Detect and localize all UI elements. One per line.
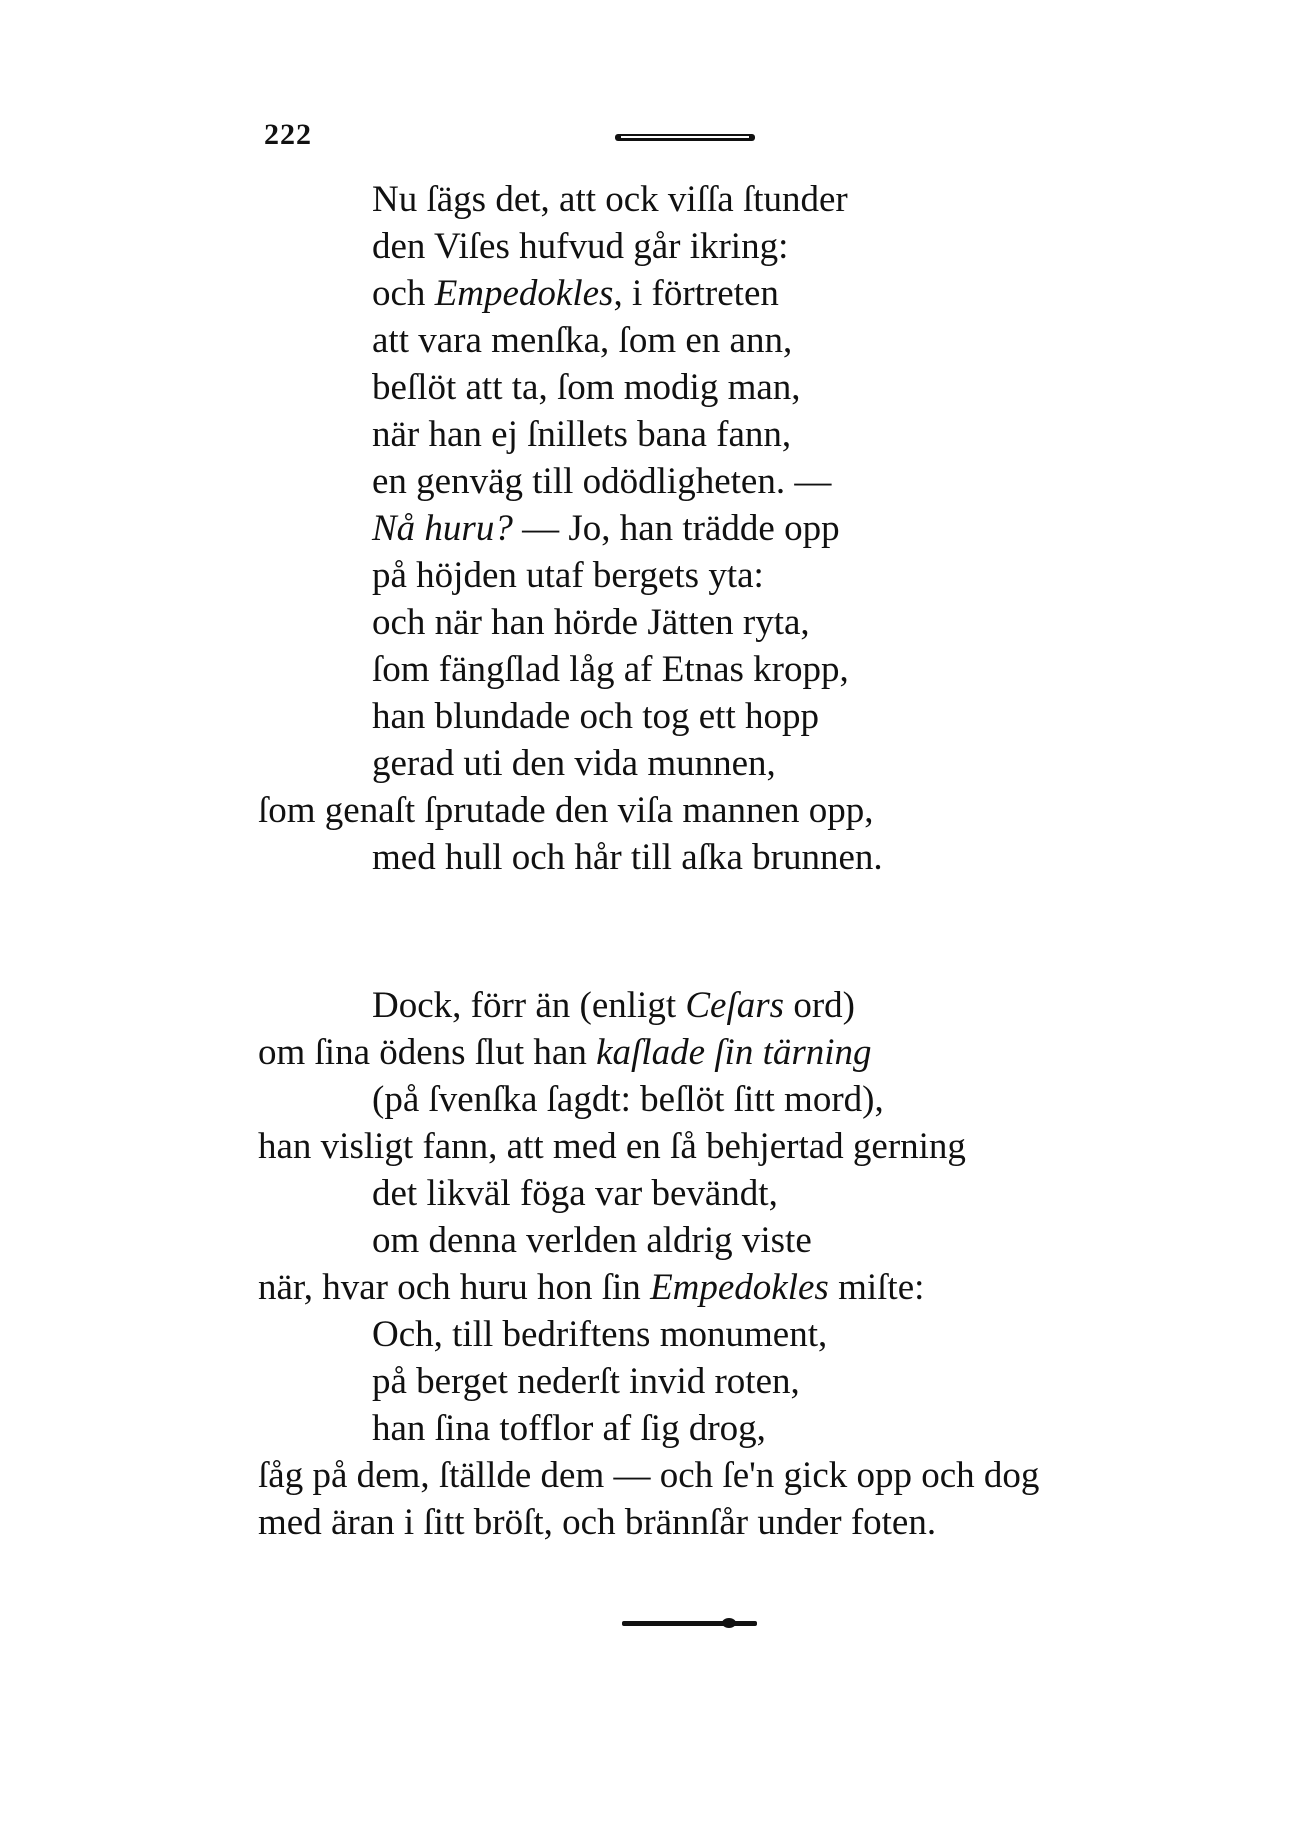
- line-text: om ſina ödens ſlut han: [258, 1032, 597, 1073]
- page-number: 222: [264, 118, 312, 151]
- line-text: , i förtreten: [613, 273, 779, 314]
- italic-phrase: kaſlade ſin tärning: [596, 1032, 872, 1073]
- line-text: när, hvar och huru hon ſin: [258, 1267, 651, 1308]
- poem-line: med hull och hår till aſka brunnen.: [372, 837, 883, 878]
- poem-line: ſom genaſt ſprutade den viſa mannen opp,: [258, 790, 874, 831]
- italic-phrase: Empedokles: [650, 1267, 829, 1308]
- poem-line: han blundade och tog ett hopp: [372, 696, 819, 737]
- line-text: Dock, förr än (enligt: [372, 985, 686, 1026]
- poem-line: (på ſvenſka ſagdt: beſlöt ſitt mord),: [372, 1079, 884, 1120]
- poem-line: Nu ſägs det, att ock viſſa ſtunder: [372, 179, 848, 220]
- line-text: ord): [784, 985, 855, 1026]
- poem-line: gerad uti den vida munnen,: [372, 743, 776, 784]
- poem-line: [258, 1029, 872, 1076]
- line-text: miſte:: [828, 1267, 925, 1308]
- poem-line: den Viſes hufvud går ikring:: [372, 226, 789, 267]
- poem-line: beſlöt att ta, ſom modig man,: [372, 367, 801, 408]
- line-text: — Jo, han trädde opp: [512, 508, 840, 549]
- poem-line: en genväg till odödligheten. —: [372, 461, 832, 502]
- poem-line: med äran i ſitt bröſt, och brännſår under foten.: [258, 1502, 937, 1543]
- poem-line: han ſina tofflor af ſig drog,: [372, 1408, 766, 1449]
- poem-line: att vara menſka, ſom en ann,: [372, 320, 793, 361]
- poem-line: Och, till bedriftens monument,: [372, 1314, 828, 1355]
- poem-line: [372, 505, 840, 552]
- poem-line: ſåg på dem, ſtällde dem — och ſe'n gick opp och dog: [258, 1455, 1040, 1496]
- poem-line: på berget nederſt invid roten,: [372, 1361, 800, 1402]
- line-text: och: [372, 273, 435, 314]
- poem-line: [372, 270, 779, 317]
- header-ornament-rule: [615, 134, 755, 141]
- italic-phrase: Ceſars: [685, 985, 785, 1026]
- poem-line: han visligt fann, att med en ſå behjertad gerning: [258, 1126, 966, 1167]
- poem-line: det likväl föga var bevändt,: [372, 1173, 778, 1214]
- end-ornament-rule: [622, 1621, 757, 1626]
- poem-line: på höjden utaf bergets yta:: [372, 555, 764, 596]
- poem-line: ſom fängſlad låg af Etnas kropp,: [372, 649, 849, 690]
- poem-line: när han ej ſnillets bana fann,: [372, 414, 792, 455]
- italic-phrase: Empedokles: [434, 273, 614, 314]
- poem-line: [372, 982, 855, 1029]
- poem-line: och när han hörde Jätten ryta,: [372, 602, 810, 643]
- poem-line: [258, 1264, 924, 1311]
- poem-line: om denna verlden aldrig viste: [372, 1220, 812, 1261]
- italic-phrase: Nå huru?: [372, 508, 513, 549]
